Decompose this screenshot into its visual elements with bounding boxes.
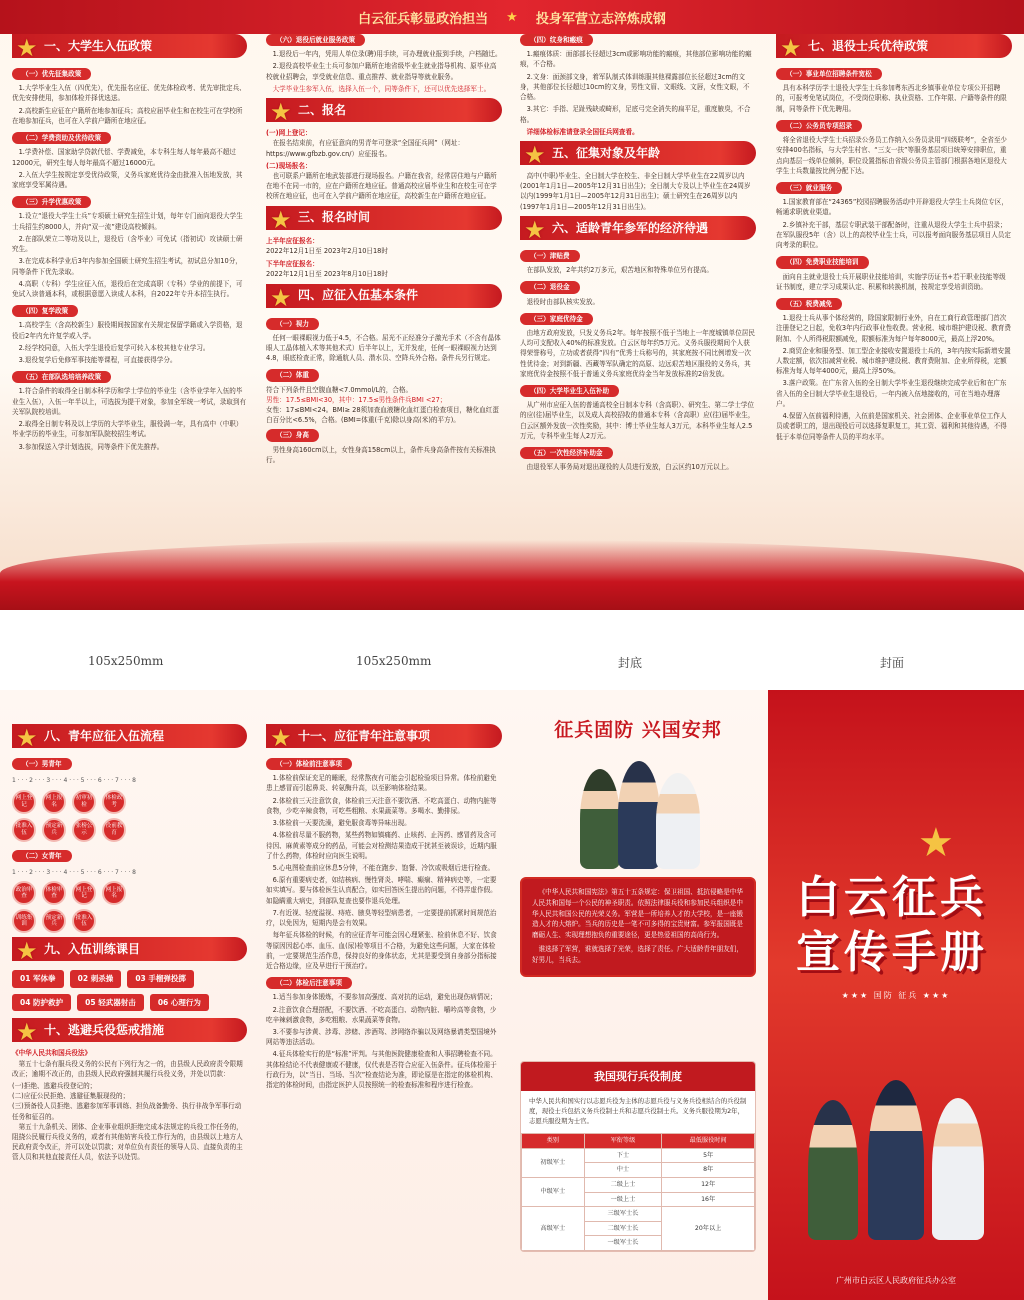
step-bubble: 网上登记 bbox=[12, 790, 36, 814]
paragraph: 2.入伍大学生按规定享受优待政策，义务兵家庭优待金由批准入伍地发放，其家庭享受军属待遇。 bbox=[12, 170, 243, 189]
top-banner bbox=[0, 0, 1024, 34]
paragraph: 2.注意饮食合理搭配，不要饮酒、不吃高蛋白、动物内脏、嚼吟高等食物，少吃辛辣刺激食物，多吃粗粮、水果蔬菜等食物。 bbox=[266, 1005, 497, 1024]
section-title: ★ 十、逃避兵役惩戒措施 bbox=[12, 1018, 247, 1042]
paragraph: 4.保留入伍前福利待遇，入伍前是国家机关、社会团体、企业事业单位工作人员或者职工的，退出现役后可以选择复职复工，其工资、福利和其他待遇，不得低于本单位同等条件人员的平均水平。 bbox=[776, 412, 1007, 441]
subsection-title: （一）事业单位招聘条件宽松 bbox=[776, 68, 882, 80]
table-header: 最低服役时间 bbox=[662, 1134, 755, 1149]
constitution-quote-box bbox=[520, 877, 756, 977]
cover-title-line: 白云征兵 bbox=[796, 872, 988, 923]
panel-registration bbox=[266, 30, 502, 467]
panel-college-policy bbox=[12, 30, 247, 454]
subsection-title: （一）津贴费 bbox=[520, 250, 580, 262]
table-cell: 高级军士 bbox=[522, 1207, 585, 1251]
paragraph: 第五十九条机关、团体、企业事业组织拒绝完成本法规定的兵役工作任务的，阻挠公民履行兵役义务的，或者有其他妨害兵役工作行为的，由县级以上地方人民政府责令改正，并可以处以罚款；对单位负有责任的领导人员、直接负责的主管人员和其他直接责任人员，依法予以处罚。 bbox=[12, 1122, 243, 1162]
step-bubble: 预定新兵 bbox=[42, 818, 66, 842]
table-cell: 16年 bbox=[662, 1192, 755, 1207]
paragraph: 2.文身：面颈部文身，着军队制式体训练服其他裸露部位长径超过3cm的文身，其他部位长径超过10cm的文身，男性文眉、文眼线、文唇，女性文眼，不合格。 bbox=[520, 72, 750, 102]
paragraph: 2.取得全日制专科及以上学历的大学毕业生，服役满一年，具有高中（中职）毕业学历的毕业生，可参加军队院校招生考试。 bbox=[12, 420, 243, 439]
paragraph: 1.学费补偿、国家助学贷款代偿、学费减免，本专科生每人每年最高不超过12000元，研究生每人每年最高不超过16000元。 bbox=[12, 148, 236, 167]
note: 详细体检标准请登录全国征兵网查看。 bbox=[526, 127, 639, 136]
banner-right: 投身军营立志淬炼成钢 bbox=[535, 11, 666, 27]
male-flow-row-2 bbox=[12, 818, 247, 842]
paragraph: 2.乡镇补充干部，基层专职武装干部配备时，注重从退役大学生士兵中招录；在军队服役5年（含）以上的高校毕业生士兵，可以报考面向服务基层项目人员定向考录的职位。 bbox=[776, 220, 1011, 250]
panel-back-cover bbox=[520, 716, 756, 1252]
table-cell: 5年 bbox=[662, 1148, 755, 1163]
step-bubble: 网上登记 bbox=[72, 881, 96, 905]
paragraph: 1.符合条件的取得全日制本科学历和学士学位的毕业生（含毕业学年入伍的毕业生入伍），入伍一年半以上，可选拔为提干对象，参加全军统一考试，录取到有关军队院校培训。 bbox=[12, 387, 247, 416]
paragraph: 中华人民共和国实行以志愿兵役为主体的志愿兵役与义务兵役相结合的兵役制度，现役士兵包括义务兵役制士兵和志愿兵役制士兵。义务兵服役期为2年，志愿兵服役期为士官。 bbox=[529, 1097, 747, 1126]
subsection-title: （四）免费职业技能培训 bbox=[776, 256, 869, 268]
step-bubble: 体检政考 bbox=[102, 790, 126, 814]
paragraph: 3.其它：手指、足趾残缺或畸形，足底弓完全消失的扁平足，重度腋臭，不合格。 bbox=[520, 105, 751, 124]
table-cell: 二级上士 bbox=[584, 1177, 662, 1192]
subsection-title: （五）税费减免 bbox=[776, 298, 842, 310]
female-flow-row-2 bbox=[12, 909, 247, 933]
cover-tagline: ★★★ 国防 征兵 ★★★ bbox=[841, 991, 951, 1000]
table-cell: 20年以上 bbox=[662, 1207, 755, 1251]
brochure-outside bbox=[0, 690, 1024, 1300]
course-chip: 03 手榴弹投掷 bbox=[127, 970, 194, 988]
panel-veteran-benefits bbox=[776, 30, 1012, 444]
banner-left: 白云征兵彰显政治担当 bbox=[358, 11, 489, 27]
paragraph: 将全省退役大学生士兵招录公务员工作纳入公务员录用“四级联考”，全省至少安排400名指标，与大学生村官、“三支一扶”等服务基层项目统筹安排职位，重点向基层一线单位倾斜，职位设置指标由省级公务员主管部门根据各地区退役大学生士兵数量按比例分配下达。 bbox=[776, 136, 1008, 175]
paragraph: 1.高校学生（含高校新生）服役期间按国家有关规定保留学籍或入学资格，退役后2年内允许复学或入学。 bbox=[12, 321, 243, 340]
section-title: ★ 八、青年应征入伍流程 bbox=[12, 724, 247, 748]
paragraph: 大学毕业生参军入伍，选择入伍一个，同等条件下，还可以优先选择军士。 bbox=[272, 84, 491, 93]
subsection-title: （四）纹身和瘢痕 bbox=[520, 34, 593, 46]
list-item: (三)预备役人员拒绝、逃避参加军事训练、担负战备勤务、执行非战争军事行动任务和征召的。 bbox=[12, 1102, 242, 1121]
table-cell: 下士 bbox=[584, 1148, 662, 1163]
paragraph: 1.大学毕业生入伍（四优先），优先报名应征、优先体检政考、优先审批定兵、优先安排使用，参加体检并择优选送。 bbox=[12, 84, 246, 103]
paragraph: 1.瘢痕体质：面部部长径超过3cm或影响功能的瘢痕，其他部位影响功能的瘢痕，不合格。 bbox=[520, 50, 752, 69]
paragraph: 4.体检前尽量不服药物，某些药物如镇痛药、止咳药、止泻药、感冒药及含可待因、麻黄素等成分的药品，可能会对检测结果造成干扰甚至被误诊，近期内服了什么药物，体检时应向医生说明。 bbox=[266, 831, 497, 860]
paragraph: 6.原有重要病史者，如结核病、慢性肾炎、哮喘、癫痫、精神病史等，一定要如实填写。要与体检医生认真配合，如实回答医生提出的问题，不得弄虚作假。如隐瞒重大病史，到部队复查也要作退兵处理。 bbox=[266, 876, 497, 905]
paragraph: 1.适当参加身体锻炼，不要参加高强度、高对抗的运动，避免出现伤病情况； bbox=[272, 993, 497, 1002]
section-title: ★ 四、应征入伍基本条件 bbox=[266, 284, 502, 308]
paragraph: 3.落户政策。在广东省入伍的全日制大学毕业生退役继续完成学业后和在广东省入伍的全日制大学毕业生退役后，一年内被入伍地接收的，可在当地办理落户。 bbox=[776, 379, 1007, 408]
paragraph: 从广州市应征入伍的普通高校全日制本专科（含高职）、研究生、第二学士学位的应(往)届毕业生，以及成人高校招收的普通本专科（含高职）应(往)届毕业生，白云区额外发放一次性奖励，其中：博士毕业生每人3万元，本科毕业生每人2.5万元，专科毕业生每人2万元。 bbox=[520, 401, 755, 440]
paragraph: 2.退役高校毕业生士兵可参加户籍所在地省级毕业生就业指导机构、原毕业高校就业招聘会，享受就业信息、重点推荐、就业指导等就业服务。 bbox=[266, 62, 497, 81]
paragraph: 由地方政府发放，只发义务兵2年。每年按照不低于当地上一年度城镇单位居民人均可支配收入40%的标准发放。白云区每年约5万元。义务兵服役期间个人获得荣誉称号，立功或者获得“四有”优秀士兵称号的，其家庭按不同比例增发一次性优待金；对到新疆、西藏等军队确定的高原、边远艰苦地区服役的义务兵，其家庭优待金按照不低于普通义务兵家庭优待金当年发放标准的2倍发放。 bbox=[520, 328, 755, 378]
subsection-title: （三）家庭优待金 bbox=[520, 313, 593, 325]
course-chip: 06 心理行为 bbox=[150, 994, 209, 1012]
panel-eligibility bbox=[520, 30, 756, 475]
paragraph: 女性：17≤BMI<24。BMI≥ 28须加查血液糖化血红蛋白检查项目，糖化血红蛋白百分比<6.5%，合格。(BMI=体重(千克)除以身高(米)的平方)。 bbox=[266, 406, 499, 425]
label: 上半年应征报名： bbox=[266, 236, 319, 245]
step-bubble: 训练集训 bbox=[12, 909, 36, 933]
quote-text: 《中华人民共和国宪法》第五十五条规定：保卫祖国、抵抗侵略是中华人民共和国每一个公民的神圣职责。依照法律服兵役和参加民兵组织是中华人民共和国公民的光荣义务。军营是一所培养人才的大学校，是一座锻造人才的大熔炉。当兵的历史是一笔不可多得的宝贵财富。参军报国既是磨砺人生、实现理想抱负的重要途径，更是热爱祖国的高尚行为。 bbox=[532, 888, 743, 939]
paragraph: 3.不要参与涉黄、涉毒、涉赌、涉酒驾、涉网络诈骗以及网络暴请类型国境外网站等违法活动。 bbox=[266, 1028, 497, 1047]
section-title: ★ 三、报名时间 bbox=[266, 206, 502, 230]
paragraph: 4.征兵体检实行的是“标准”评判。与其他医院健康检查和人事招聘检查不同。其体检结论不代表健康或不健康，仅代表是否符合应征入伍条件。征兵体检需于行政行为，以“当日、当场、当次”检查结论为准，即论原是在指定的体检机构、指定的体检时间，由指定医护人员按照统一的检查标准和程序进行检查。 bbox=[266, 1050, 498, 1090]
paragraph: 2.在部队荣立二等功及以上，退役后（含毕业）可免试（指初试）攻读硕士研究生。 bbox=[12, 234, 243, 254]
date-range: 2022年12月1日至 2023年2月10日18时 bbox=[266, 246, 388, 255]
paragraph: 高中(中职)毕业生、全日制大学在校生、非全日制大学毕业生在22周岁以内(2001年1月1日—2005年12月31日出生)；全日制大专及以上毕业生在24周岁以内(1999年1月1日—2005年12月31日出生)；硕士研究生在26周岁以内(1997年1月1日—2005年12月31日出生)。 bbox=[520, 171, 751, 211]
table-cell: 12年 bbox=[662, 1177, 755, 1192]
subsection-title: (二)现场报名： bbox=[266, 161, 312, 170]
list-item: (二)应征公民拒绝、逃避征集服现役的； bbox=[12, 1092, 130, 1101]
front-cover bbox=[768, 690, 1024, 1300]
subsection-title: （一）优先征集政策 bbox=[12, 68, 91, 80]
label: 下半年应征报名： bbox=[266, 260, 319, 269]
course-chip: 02 刺杀操 bbox=[70, 970, 122, 988]
paragraph: 2.高校新生应征在户籍所在地参加征兵；高校应届毕业生和在校生可在学校所在地参加征兵，也可在入学前户籍所在地应征。 bbox=[12, 106, 243, 125]
paragraph: 1.退役后一年内，凭用人单位录(聘)用手续，可办理就业报到手续，户档随迁。 bbox=[272, 50, 502, 59]
cover-title-line: 宣传手册 bbox=[796, 927, 988, 978]
table-row bbox=[522, 1148, 755, 1163]
paragraph: 任何一眼裸眼视力低于4.5，不合格。屈光不正经准分子激光手术（不含有晶体眼人工晶体植入术等其他术式）后半年以上，无并发症，任何一眼裸眼视力达到4.8，眼底检查正常，除通航人员、潜水员、空降兵外合格。条件兵另行规定。 bbox=[266, 333, 501, 363]
rank-table bbox=[521, 1133, 755, 1251]
table-cell: 一级上士 bbox=[584, 1192, 662, 1207]
section-title: ★ 一、大学生入伍政策 bbox=[12, 34, 247, 58]
subsection-title: （三）身高 bbox=[266, 429, 319, 441]
issuing-office: 广州市白云区人民政府征兵办公室 bbox=[836, 1276, 956, 1285]
subsection-title: （二）女青年 bbox=[12, 850, 72, 862]
step-bubble: 体检审查 bbox=[42, 881, 66, 905]
front-cover-caption: 封面 bbox=[880, 656, 905, 670]
subsection-title: （二）体重 bbox=[266, 369, 319, 381]
step-bubble: 批准入伍 bbox=[12, 818, 36, 842]
step-bubble: 张榜公示 bbox=[72, 818, 96, 842]
table-cell: 中士 bbox=[584, 1163, 662, 1178]
course-chip: 04 防护救护 bbox=[12, 994, 71, 1012]
subsection-title: （一）体检前注意事项 bbox=[266, 758, 352, 770]
section-title: ★ 二、报名 bbox=[266, 98, 502, 122]
paragraph: 1.体检前保证充足的睡眠，经常熬夜有可能会引起检验项目异常。体检前避免患上感冒而引起鼻炎、转氨酶升高，以至影响体检结果。 bbox=[266, 774, 497, 793]
table-row bbox=[522, 1177, 755, 1192]
paragraph: 3.参加保送入学计划选拔，同等条件下优先推荐。 bbox=[18, 442, 164, 451]
paragraph: 1.国家教育部在“24365”校园招聘服务活动中开辟退役大学生士兵岗位专区，畅通求职就业渠道。 bbox=[776, 198, 1008, 217]
paragraph: 5.心电图检查前应休息5分钟，不能在跑步、饱餐、冷饮或吸烟后进行检查。 bbox=[272, 863, 495, 872]
section-title: ★ 五、征集对象及年龄 bbox=[520, 141, 756, 165]
subsection-title: （五）在部队选培培养政策 bbox=[12, 371, 111, 383]
male-flow-row-1 bbox=[12, 790, 247, 814]
paragraph: 男性身高160cm以上，女性身高158cm以上，条件兵身高条件按有关标准执行。 bbox=[266, 445, 496, 464]
quote-text: 谁选择了军营，谁就选择了光荣，选择了责任。广大适龄青年朋友们，好男儿，当兵去。 bbox=[532, 945, 743, 964]
table-cell: 中级军士 bbox=[522, 1177, 585, 1206]
saluting-soldiers-image bbox=[520, 751, 756, 871]
paragraph: 在报名结束前，有应征意向的男青年可登录“全国征兵网”（网址：https://www.gfbzb.gov.cn/）应征报名。 bbox=[266, 139, 465, 158]
table-cell: 二级军士长 bbox=[584, 1221, 662, 1236]
star-emblem-icon: ★ bbox=[918, 820, 954, 866]
table-header: 军衔等级 bbox=[584, 1134, 662, 1149]
course-chip: 01 军体拳 bbox=[12, 970, 64, 988]
cover-title bbox=[796, 870, 988, 980]
table-cell: 一级军士长 bbox=[584, 1236, 662, 1251]
saluting-soldiers-image bbox=[798, 1050, 998, 1250]
panel-notices bbox=[266, 720, 502, 1092]
table-header: 类别 bbox=[522, 1134, 585, 1149]
subsection-title: （四）大学毕业生入伍补助 bbox=[520, 385, 619, 397]
table-cell: 三级军士长 bbox=[584, 1207, 662, 1222]
panel-process bbox=[12, 720, 247, 1165]
paragraph: 3.体检前一天要洗澡，避免服食毒等异味出现。 bbox=[272, 819, 411, 828]
paragraph: 4.高职（专科）学生应征入伍，退役后在完成高职（专科）学业的前提下，可免试入读普通本科，或根据意愿入读成人本科，自2022年专升本招生执行。 bbox=[12, 279, 243, 298]
table-header-row bbox=[522, 1134, 755, 1149]
step-bubble: 初审初检 bbox=[72, 790, 96, 814]
section-title: ★ 七、退役士兵优待政策 bbox=[776, 34, 1012, 58]
paragraph: 退役时由部队核实发放。 bbox=[526, 297, 600, 306]
paragraph: 符合下列条件且空腹血糖<7.0mmol/L的，合格。 bbox=[266, 385, 413, 394]
table-cell: 初级军士 bbox=[522, 1148, 585, 1177]
step-bubble: 网上报名 bbox=[102, 881, 126, 905]
paragraph: 具有本科学历学士退役大学生士兵参加粤东西北乡镇事业单位专项公开招聘的，可报考免笔试岗位，不受岗位职称、执业资格、工作年限、户籍等条件的限制，同等条件下优先聘用。 bbox=[776, 84, 1007, 113]
subsection-title: （六）退役后就业服务政策 bbox=[266, 34, 365, 46]
section-title: 我国现行兵役制度 bbox=[521, 1062, 755, 1091]
back-cover-caption: 封底 bbox=[618, 656, 643, 670]
subsection-title: （四）复学政策 bbox=[12, 305, 78, 317]
dimension-caption: 105x250mm bbox=[88, 654, 164, 668]
section-title: ★ 九、入伍训练课目 bbox=[12, 937, 247, 961]
course-chip: 05 轻武器射击 bbox=[77, 994, 144, 1012]
paragraph: 3.在完成本科学业后3年内参加全国硕士研究生招生考试，初试总分加10分，同等条件下优先录取。 bbox=[12, 257, 242, 276]
dimension-caption: 105x250mm bbox=[356, 654, 432, 668]
red-wave-decoration bbox=[0, 540, 1024, 610]
subsection-title: (一)网上登记： bbox=[266, 129, 312, 138]
paragraph: 1.退役士兵从事个体经营的，除国家限制行业外，自在工商行政管理部门首次注册登记之日起，免收3年内行政事业性收费。营业税、城市维护建设税、教育费附加、个人所得税限额减免，限额标准为每户每年8000元，最高上浮20%。 bbox=[776, 314, 1011, 343]
step-bubble: 政治审查 bbox=[12, 881, 36, 905]
paragraph: 2.商贸企业和服务型、加工型企业接收安置退役士兵的，3年内按实际新增安置人数定额，依次扣减营业税、城市维护建设税、教育费附加、企业所得税，定额标准为每人每年4000元，最高上浮50%。 bbox=[776, 346, 1011, 376]
subsection-title: （二）体检后注意事项 bbox=[266, 977, 352, 989]
paragraph: 由退役军人事务局对退出现役的人员进行发放，白云区约10万元以上。 bbox=[526, 463, 733, 472]
paragraph: 2.体检前三天注意饮食，体检前三天注意不要饮酒、不吃高蛋白、动物内脏等食物，少吃辛辣食物，可吃些粗粮、水果蔬菜等。多喝水、勤排尿。 bbox=[266, 796, 497, 815]
paragraph: 面向自主就业退役士兵开展职业技能培训，实施学历证书+若干职业技能等级证书制度，建立学习成果认定、积累和转换机制，按规定享受培训资助。 bbox=[776, 272, 1006, 291]
list-item: (一)拒绝、逃避兵役登记的； bbox=[12, 1081, 97, 1090]
paragraph: 3.退役复学后免修军事技能等课程，可直接获得学分。 bbox=[18, 356, 177, 365]
paragraph: 男性：17.5≤BMI<30，其中：17.5≤男性条件兵BMI <27； bbox=[266, 395, 447, 404]
paragraph: 7.有近视、轻度溢视、痔疮、腋臭等轻型病患者，一定要提前抓紧时间规范治疗，以免因为，短期内是会有效果。 bbox=[266, 908, 497, 928]
subsection-title: （二）公务员专项招录 bbox=[776, 120, 862, 132]
subsection-title: （三）就业服务 bbox=[776, 182, 842, 194]
subsection-title: （一）视力 bbox=[266, 318, 319, 330]
paragraph: 第五十七条有服兵役义务的公民有下列行为之一的，由县级人民政府责令限期改正；逾期不改正的，由县级人民政府强制其履行兵役义务，并处以罚款： bbox=[12, 1059, 243, 1078]
step-bubble: 批准入伍 bbox=[72, 909, 96, 933]
subsection-title: （一）男青年 bbox=[12, 758, 72, 770]
date-range: 2022年12月1日至 2023年8月10日18时 bbox=[266, 270, 388, 279]
subsection-title: （二）退役金 bbox=[520, 281, 580, 293]
service-system-card bbox=[520, 1061, 756, 1252]
step-bubble: 役前教育 bbox=[102, 818, 126, 842]
table-row bbox=[522, 1207, 755, 1222]
table-cell: 8年 bbox=[662, 1163, 755, 1178]
paragraph: 每年征兵体检的时候，有的应征青年可能会因心理紧张、检前休息不好、饮食等原因因起心率、血压、血(尿)检等项目不合格，为避免这些问题，大家在体检前，一定要规范生活作息，保持良好的身体状态，尤其是要受到自身部分指标接近合格边缘，应及早进行干预治疗。 bbox=[266, 931, 497, 970]
step-bubble: 网上报名 bbox=[42, 790, 66, 814]
female-flow-row-1 bbox=[12, 881, 247, 905]
star-icon: ★ bbox=[506, 9, 518, 25]
course-list bbox=[12, 967, 247, 1014]
paragraph: 1.设立“退役大学生士兵”专项硕士研究生招生计划，每年专门面向退役大学生士兵招生约8000人，并向“双一流”建设高校倾斜。 bbox=[12, 212, 243, 231]
paragraph: 也可联系户籍所在地武装部进行现场报名。户籍在我省，经常居住地与户籍所在地不在同一市的，应在户籍所在地应征。普通高校应届毕业生和在校生可在学校所在地应征，也可在入学前户籍所在地应征，高校新生在户籍所在地应征。 bbox=[266, 171, 497, 201]
subsection-title: （二）学费资助及优待政策 bbox=[12, 132, 111, 144]
subsection-title: （三）升学优惠政策 bbox=[12, 196, 91, 208]
step-numbers: 1 · · · 2 · · · 3 · · · 4 · · · 5 · · · 6 · · · 7 · · · 8 bbox=[12, 777, 136, 785]
slogan: 征兵固防 兴国安邦 bbox=[554, 719, 722, 741]
step-bubble: 预定新兵 bbox=[42, 909, 66, 933]
step-numbers: 1 · · · 2 · · · 3 · · · 4 · · · 5 · · · 6 · · · 7 · · · 8 bbox=[12, 868, 136, 876]
section-title: ★ 十一、应征青年注意事项 bbox=[266, 724, 502, 748]
section-title: ★ 六、适龄青年参军的经济待遇 bbox=[520, 216, 756, 240]
paragraph: 2.经学校同意，入伍大学生退役后复学可转入本校其他专业学习。 bbox=[18, 343, 210, 352]
law-title: 《中华人民共和国兵役法》 bbox=[12, 1049, 92, 1058]
subsection-title: （五）一次性经济补助金 bbox=[520, 447, 613, 459]
brochure-inside bbox=[0, 0, 1024, 610]
paragraph: 在部队发放，2年共约2万多元，艰苦地区和特殊单位另有提高。 bbox=[526, 266, 714, 275]
